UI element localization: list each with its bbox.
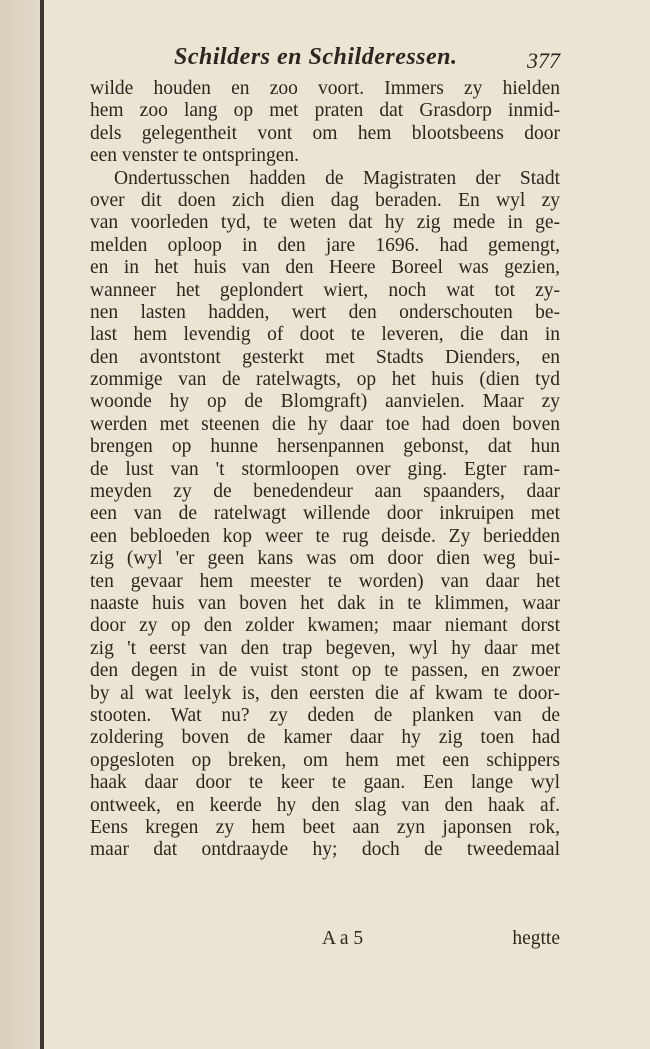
text-line: zig 't eerst van den trap begeven, wyl hy daar met [90,637,560,659]
text-line: meyden zy de benedendeur aan spaanders, daar [90,481,560,503]
text-line: over dit doen zich dien dag beraden. En wyl zy [90,189,560,211]
text-line: ten gevaar hem meester te worden) van daar het [90,570,560,592]
text-line: zommige van de ratelwagts, op het huis (dien tyd [90,369,560,391]
text-line: hem zoo lang op met praten dat Grasdorp inmid- [90,100,560,122]
text-line: haak daar door te keer te gaan. Een lange wyl [90,772,560,794]
text-line: naaste huis van boven het dak in te klimmen, waar [90,592,560,614]
text-line: werden met steenen die hy daar toe had doen boven [90,413,560,435]
catchword: hegtte [512,928,560,949]
text-line: nen lasten hadden, wert den onderschouten be- [90,301,560,323]
text-line: zig (wyl 'er geen kans was om door dien weg bui- [90,548,560,570]
text-line: een venster te ontspringen. [90,145,300,167]
text-line: woonde hy op de Blomgraft) aanvielen. Maar zy [90,391,560,413]
text-line: een van de ratelwagt willende door inkruipen met [90,503,560,525]
text-line: van voorleden tyd, te weten dat hy zig mede in ge- [90,212,560,234]
book-spine-edge [40,0,44,1049]
text-line: Ondertusschen hadden de Magistraten der Stadt [114,167,560,189]
body-text [90,78,560,862]
text-line: den avontstont gesterkt met Stadts Dienders, en [90,346,560,368]
page-header [90,44,560,80]
text-line: een bebloeden kop weer te rug deisde. Zy beriedden [90,525,560,547]
text-line: maar dat ontdraayde hy; doch de tweedemaal [90,839,560,861]
text-line: opgesloten op breken, om hem met een schippers [90,749,560,771]
running-title: Schilders en Schilderessen. [174,44,458,70]
text-line: stooten. Wat nu? zy deden de planken van de [90,704,560,726]
text-line: ontweek, en keerde hy den slag van den haak af. [90,794,560,816]
text-line: Eens kregen zy hem beet aan zyn japonsen rok, [90,816,560,838]
text-line: brengen op hunne hersenpannen gebonst, dat hun [90,436,560,458]
text-line: door zy op den zolder kwamen; maar niemant dorst [90,615,560,637]
text-line: de lust van 't stormloopen over ging. Egter ram- [90,458,560,480]
text-line: dels gelegentheit vont om hem blootsbeens door [90,122,560,144]
page-number: 377 [527,48,560,73]
signature-mark: A a 5 [322,928,364,949]
text-line: en in het huis van den Heere Boreel was gezien, [90,257,560,279]
page-footer [90,928,560,954]
text-line: wilde houden en zoo voort. Immers zy hielden [90,78,560,99]
text-line: by al wat leelyk is, den eersten die af kwam te door- [90,682,560,704]
text-line: last hem levendig of doot te leveren, die dan in [90,324,560,346]
text-line: zoldering boven de kamer daar hy zig toen had [90,727,560,749]
text-line: melden oploop in den jare 1696. had gemengt, [90,234,560,256]
gutter-shadow [0,0,40,1049]
text-line: wanneer het geplondert wiert, noch wat tot zy- [90,279,560,301]
text-line: den degen in de vuist stont op te passen, en zwoer [90,660,560,682]
